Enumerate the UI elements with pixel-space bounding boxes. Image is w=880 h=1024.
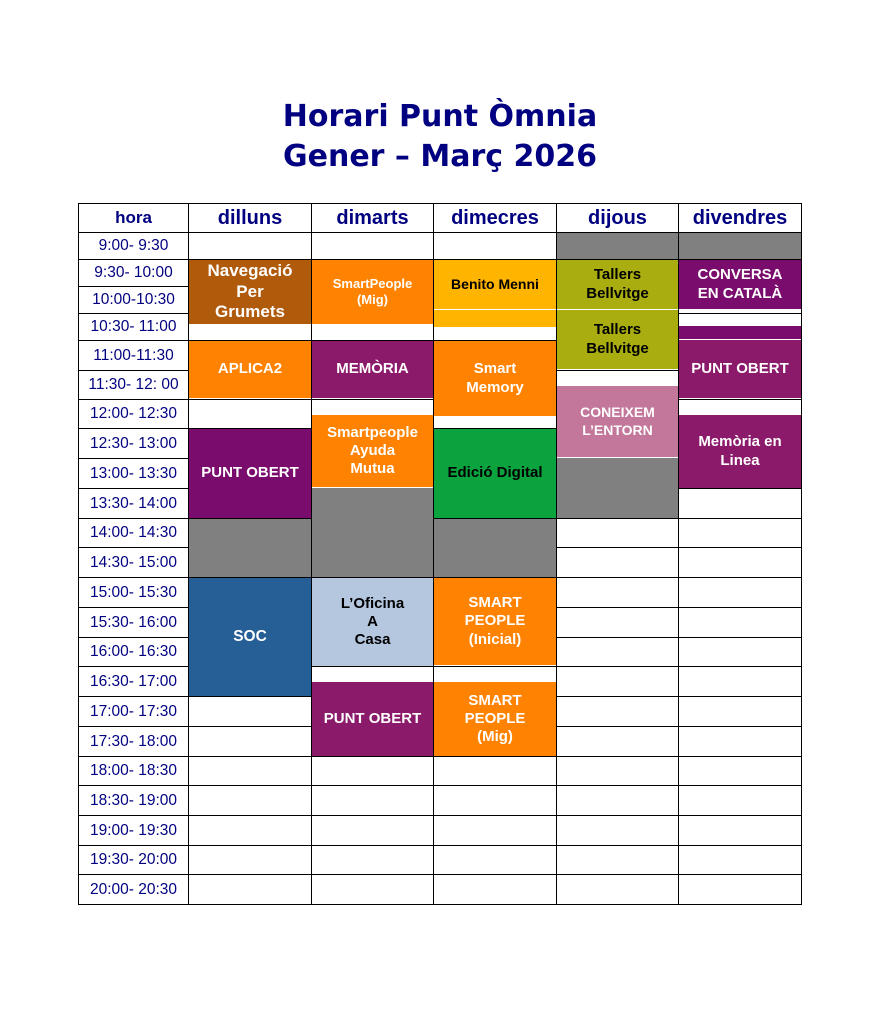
- schedule-cell: [188, 756, 312, 786]
- schedule-cell: [188, 399, 312, 429]
- time-slot: 10:00-10:30: [78, 286, 189, 314]
- schedule-cell: [556, 815, 679, 846]
- time-slot: 12:00- 12:30: [78, 399, 189, 429]
- time-slot: 13:00- 13:30: [78, 458, 189, 489]
- unavailable-block: [434, 310, 556, 327]
- schedule-cell: [556, 577, 679, 608]
- schedule-cell: [188, 726, 312, 757]
- schedule-cell: [678, 815, 802, 846]
- time-slot: 17:30- 18:00: [78, 726, 189, 757]
- activity-block: CONEIXEM L’ENTORN: [557, 386, 678, 457]
- activity-block: Navegació Per Grumets: [189, 260, 311, 324]
- time-slot: 15:30- 16:00: [78, 607, 189, 638]
- activity-block: Edició Digital: [434, 429, 556, 518]
- page-subtitle: Gener – Març 2026: [283, 139, 597, 174]
- schedule-cell: [433, 815, 557, 846]
- activity-block: APLICA2: [189, 341, 311, 398]
- activity-block: Tallers Bellvitge: [557, 260, 678, 309]
- schedule-cell: [678, 488, 802, 519]
- schedule-cell: [311, 874, 434, 905]
- activity-block: Tallers Bellvitge: [557, 310, 678, 369]
- header-day: dilluns: [188, 203, 312, 233]
- activity-block: PUNT OBERT: [312, 682, 433, 756]
- header-day: divendres: [678, 203, 802, 233]
- schedule-cell: [556, 666, 679, 697]
- schedule-cell: [311, 756, 434, 786]
- time-slot: 16:00- 16:30: [78, 637, 189, 667]
- time-slot: 20:00- 20:30: [78, 874, 189, 905]
- time-slot: 11:00-11:30: [78, 340, 189, 371]
- activity-block: PUNT OBERT: [189, 429, 311, 518]
- schedule-cell: [433, 232, 557, 260]
- time-slot: 9:00- 9:30: [78, 232, 189, 260]
- schedule-cell: [433, 785, 557, 816]
- schedule-cell: [556, 845, 679, 875]
- time-slot: 9:30- 10:00: [78, 259, 189, 287]
- schedule-cell: [188, 696, 312, 727]
- activity-block: L’Oficina A Casa: [312, 578, 433, 666]
- schedule-cell: [311, 785, 434, 816]
- schedule-cell: [311, 232, 434, 260]
- activity-block: MEMÒRIA: [312, 341, 433, 398]
- schedule-cell: [678, 756, 802, 786]
- schedule-cell: [311, 815, 434, 846]
- time-slot: 14:30- 15:00: [78, 547, 189, 578]
- schedule-cell: [678, 518, 802, 548]
- unavailable-block: [557, 458, 678, 518]
- activity-block: PUNT OBERT: [679, 340, 801, 398]
- schedule-cell: [433, 874, 557, 905]
- unavailable-block: [189, 519, 311, 577]
- schedule-cell: [556, 874, 679, 905]
- activity-block: Smart Memory: [434, 341, 556, 416]
- time-slot: 19:00- 19:30: [78, 815, 189, 846]
- schedule-cell: [556, 518, 679, 548]
- time-slot: 19:30- 20:00: [78, 845, 189, 875]
- schedule-cell: [678, 874, 802, 905]
- time-slot: 14:00- 14:30: [78, 518, 189, 548]
- time-slot: 17:00- 17:30: [78, 696, 189, 727]
- time-slot: 15:00- 15:30: [78, 577, 189, 608]
- schedule-cell: [556, 637, 679, 667]
- schedule-cell: [678, 726, 802, 757]
- unavailable-block: [679, 233, 801, 259]
- header-hora: hora: [78, 203, 189, 233]
- schedule-cell: [678, 637, 802, 667]
- schedule-cell: [556, 607, 679, 638]
- schedule-cell: [678, 607, 802, 638]
- activity-block: Smartpeople Ayuda Mutua: [312, 415, 433, 487]
- schedule-cell: [556, 547, 679, 578]
- page-title: Horari Punt Òmnia: [282, 99, 598, 134]
- time-slot: 12:30- 13:00: [78, 428, 189, 459]
- time-slot: 18:00- 18:30: [78, 756, 189, 786]
- time-slot: 11:30- 12: 00: [78, 370, 189, 400]
- header-day: dimecres: [433, 203, 557, 233]
- header-day: dimarts: [311, 203, 434, 233]
- time-slot: 10:30- 11:00: [78, 313, 189, 341]
- activity-block: CONVERSA EN CATALÀ: [679, 260, 801, 309]
- schedule-cell: [556, 756, 679, 786]
- schedule-cell: [556, 696, 679, 727]
- schedule-cell: [188, 785, 312, 816]
- activity-block: Benito Menni: [434, 260, 556, 309]
- schedule-cell: [678, 577, 802, 608]
- schedule-cell: [678, 845, 802, 875]
- schedule-cell: [433, 756, 557, 786]
- time-slot: 13:30- 14:00: [78, 488, 189, 519]
- unavailable-block: [312, 488, 433, 577]
- schedule-cell: [188, 232, 312, 260]
- schedule-cell: [188, 815, 312, 846]
- schedule-cell: [678, 666, 802, 697]
- time-slot: 16:30- 17:00: [78, 666, 189, 697]
- time-slot: 18:30- 19:00: [78, 785, 189, 816]
- unavailable-block: [434, 519, 556, 577]
- schedule-cell: [556, 726, 679, 757]
- activity-block: SMART PEOPLE (Mig): [434, 682, 556, 756]
- activity-block: SmartPeople (Mig): [312, 260, 433, 324]
- activity-block: SMART PEOPLE (Inicial): [434, 578, 556, 665]
- activity-block: Memòria en Linea: [679, 415, 801, 488]
- schedule-cell: [678, 785, 802, 816]
- schedule-cell: [678, 696, 802, 727]
- schedule-cell: [311, 845, 434, 875]
- schedule-cell: [188, 874, 312, 905]
- schedule-cell: [678, 547, 802, 578]
- schedule-cell: [188, 845, 312, 875]
- schedule-cell: [433, 845, 557, 875]
- unavailable-block: [679, 326, 801, 339]
- unavailable-block: [557, 233, 678, 259]
- activity-block: SOC: [189, 578, 311, 696]
- header-day: dijous: [556, 203, 679, 233]
- schedule-cell: [556, 785, 679, 816]
